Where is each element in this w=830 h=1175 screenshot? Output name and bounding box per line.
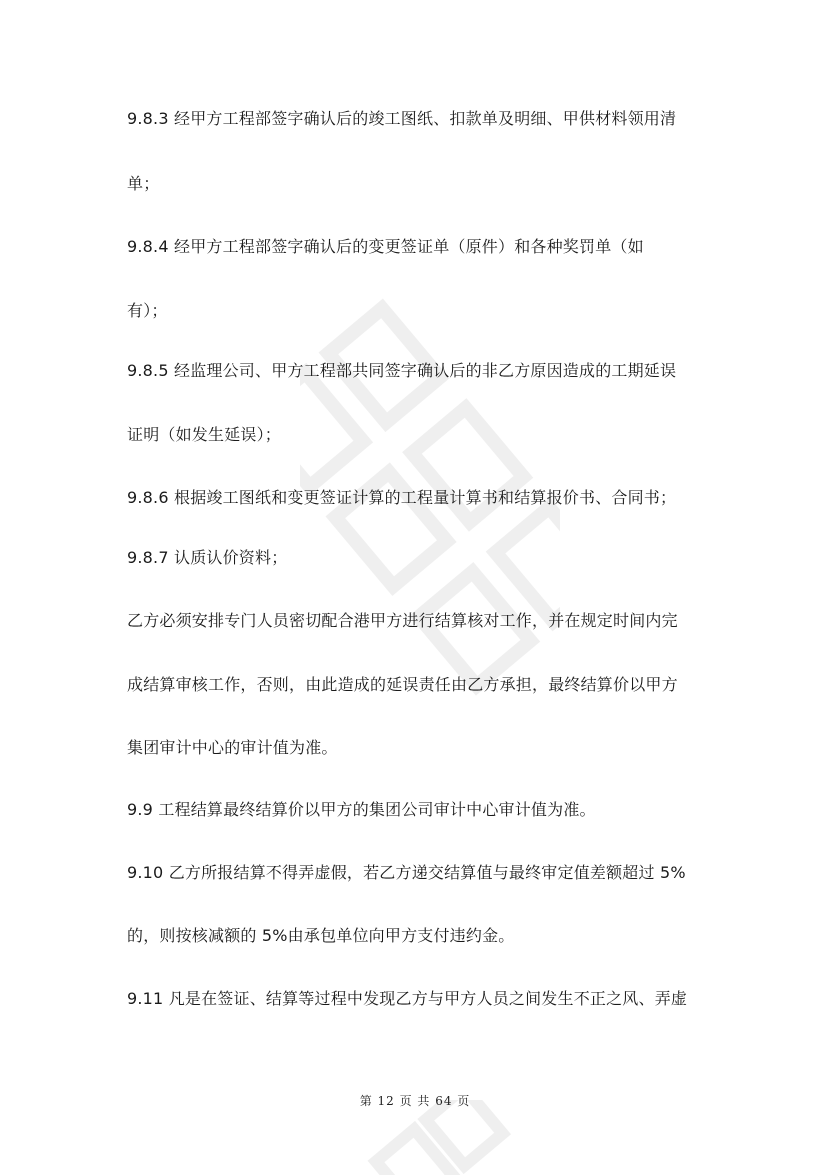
text-line: 证明（如发生延误）； <box>127 425 282 444</box>
text-line: 9.8.6 根据竣工图纸和变更签证计算的工程量计算书和结算报价书、合同书； <box>127 488 677 507</box>
text-line: 乙方必须安排专门人员密切配合港甲方进行结算核对工作，并在规定时间内完 <box>127 611 678 630</box>
text-line: 9.8.5 经监理公司、甲方工程部共同签字确认后的非乙方原因造成的工期延误 <box>127 361 677 380</box>
watermark-logo-bottom <box>360 1100 520 1175</box>
text-line: 有）； <box>127 301 168 320</box>
text-line: 成结算审核工作，否则，由此造成的延误责任由乙方承担，最终结算价以甲方 <box>127 675 678 694</box>
text-line: 的，则按核减额的 5%由承包单位向甲方支付违约金。 <box>127 926 515 945</box>
text-line: 9.8.7 认质认价资料； <box>127 548 288 567</box>
text-line: 单； <box>127 174 160 193</box>
text-line: 9.8.4 经甲方工程部签字确认后的变更签证单（原件）和各种奖罚单（如 <box>127 237 644 256</box>
page-footer: 第 12 页 共 64 页 <box>359 1094 471 1108</box>
text-line: 9.11 凡是在签证、结算等过程中发现乙方与甲方人员之间发生不正之风、弄虚 <box>127 989 688 1008</box>
text-line: 9.8.3 经甲方工程部签字确认后的竣工图纸、扣款单及明细、甲供材料领用清 <box>127 109 677 128</box>
text-line: 9.10 乙方所报结算不得弄虚假，若乙方递交结算值与最终审定值差额超过 5% <box>127 863 686 882</box>
text-line: 9.9 工程结算最终结算价以甲方的集团公司审计中心审计值为准。 <box>127 800 596 819</box>
text-line: 集团审计中心的审计值为准。 <box>127 738 338 757</box>
